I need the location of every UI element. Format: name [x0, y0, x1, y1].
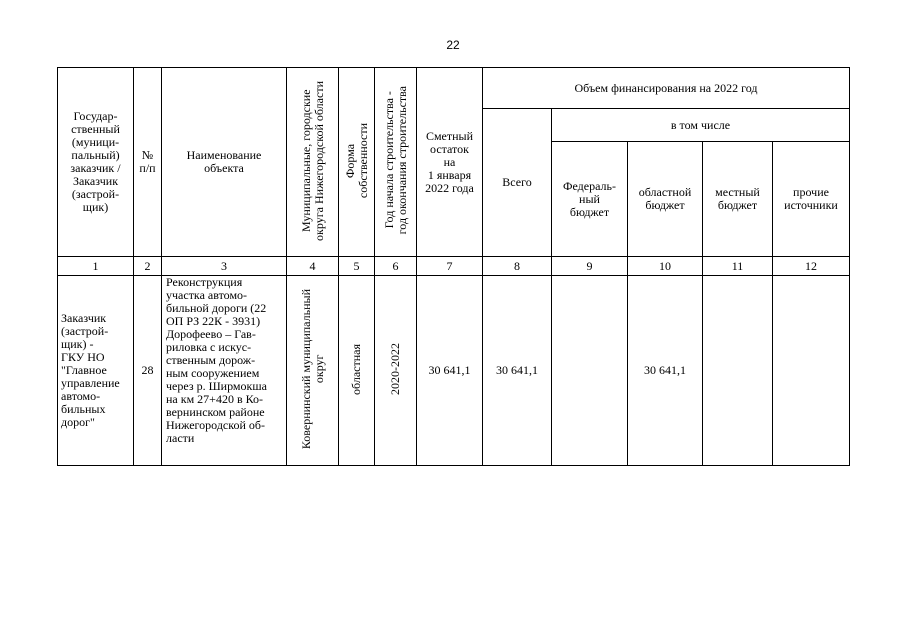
header-customer-text: Государ- ственный (муници- пальный) заказчик / Заказчик (застрой- щик)	[70, 109, 121, 214]
cell-municipality-text: Ковернинский муниципальный округ	[298, 288, 326, 450]
page-number: 22	[446, 38, 460, 52]
column-number: 4	[287, 257, 339, 276]
header-years-text: Год начала строительства - год окончания строительства	[381, 86, 409, 235]
header-other-text: прочие источники	[784, 185, 838, 212]
cell-object-name-text: Реконструкция участка автомо- бильной дороги (22 ОП РЗ 22К - 3931) Дорофеево – Гав- риловка с искус- ственным дорож- ным сооружением через р. Ширмокша на км 27+420 в Ко- вернинском районе Нижегородской об- ласти	[166, 275, 267, 445]
header-object-name-text: Наименование объекта	[186, 148, 262, 175]
cell-ownership-text: областная	[349, 343, 363, 395]
column-number: 9	[552, 257, 628, 276]
cell-num: 28	[134, 276, 162, 466]
header-municipality	[287, 68, 339, 257]
header-estimate	[417, 68, 483, 257]
header-municipality-text: Муниципальные, городские округа Нижегородской области	[298, 80, 326, 241]
header-local-text: местный бюджет	[715, 185, 760, 212]
column-number: 7	[417, 257, 483, 276]
cell-customer-text: Заказчик (застрой- щик) - ГКУ НО "Главное управление автомо- бильных дорог"	[61, 311, 120, 429]
column-number: 11	[703, 257, 773, 276]
cell-object-name	[162, 276, 287, 466]
cell-municipality	[287, 276, 339, 466]
header-federal-text: Федераль- ный бюджет	[563, 178, 616, 219]
header-regional	[628, 142, 703, 257]
header-object-name	[162, 68, 287, 257]
header-funding-text: Объем финансирования на 2022 год	[574, 80, 758, 95]
cell-years-text: 2020-2022	[388, 343, 402, 395]
header-federal	[552, 142, 628, 257]
header-years	[375, 68, 417, 257]
header-regional-text: областной бюджет	[638, 185, 692, 212]
cell-years	[375, 276, 417, 466]
header-including	[552, 109, 850, 142]
header-num-text: № п/п	[139, 148, 156, 175]
capital-construction-table	[57, 67, 850, 466]
cell-estimate: 30 641,1	[417, 276, 483, 466]
header-estimate-text: Сметный остаток на 1 января 2022 года	[425, 128, 474, 195]
header-ownership	[339, 68, 375, 257]
column-numbers-row	[58, 257, 850, 276]
cell-total: 30 641,1	[483, 276, 552, 466]
column-number: 6	[375, 257, 417, 276]
header-local	[703, 142, 773, 257]
cell-other	[773, 276, 850, 466]
column-number: 8	[483, 257, 552, 276]
header-funding	[483, 68, 850, 109]
cell-customer	[58, 276, 134, 466]
cell-ownership	[339, 276, 375, 466]
header-including-text: в том числе	[670, 117, 731, 132]
header-customer	[58, 68, 134, 257]
header-ownership-text: Форма собственности	[342, 122, 370, 199]
table-row	[58, 276, 850, 466]
cell-regional: 30 641,1	[628, 276, 703, 466]
header-total-text: Всего	[502, 175, 532, 189]
column-number: 2	[134, 257, 162, 276]
cell-federal	[552, 276, 628, 466]
header-total	[483, 109, 552, 257]
header-num	[134, 68, 162, 257]
column-number: 5	[339, 257, 375, 276]
column-number: 10	[628, 257, 703, 276]
header-other	[773, 142, 850, 257]
column-number: 12	[773, 257, 850, 276]
cell-local	[703, 276, 773, 466]
column-number: 3	[162, 257, 287, 276]
column-number: 1	[58, 257, 134, 276]
